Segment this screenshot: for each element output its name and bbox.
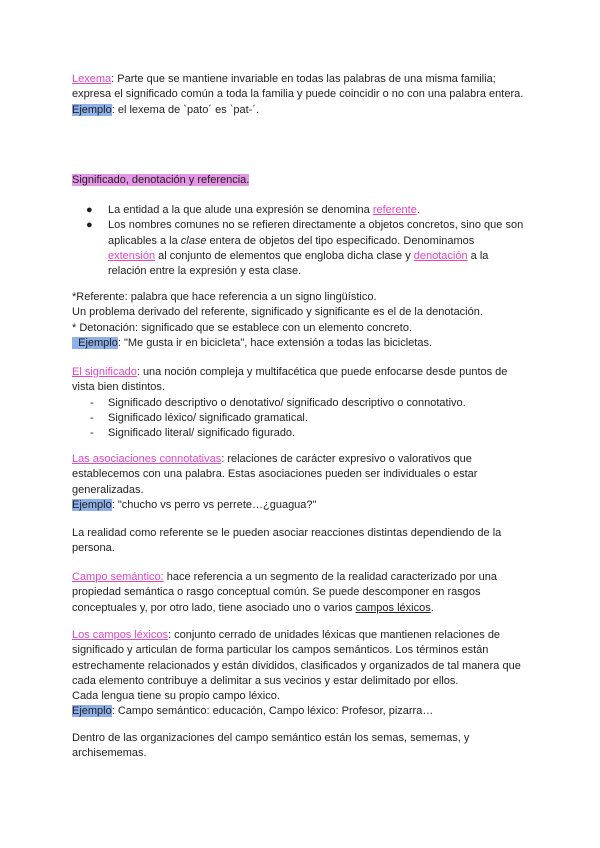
bullet-list (72, 203, 534, 279)
campos-lexicos-line4: cada elemento contribuye a delimitar a sus vecinos y estar delimitado por ellos. (72, 674, 459, 687)
dash-icon: - (90, 427, 94, 440)
list-item-text: Significado literal/ significado figurado. (108, 427, 296, 440)
list-item-text: Significado descriptivo o denotativo/ significado descriptivo o connotativo. (108, 396, 466, 409)
note-problema: Un problema derivado del referente, significado y significante es el de la denotación. (72, 306, 483, 319)
campo-semantico-line3-end: . (430, 601, 434, 614)
list-item (72, 203, 534, 218)
campos-lexicos-underlined: campos léxicos (355, 601, 431, 614)
note-detonacion: * Detonación: significado que se establece con un elemento concreto. (72, 321, 412, 334)
dash-icon: - (90, 396, 94, 409)
example-label: Ejemplo (72, 705, 112, 718)
section-heading: Significado, denotación y referencia. (72, 174, 250, 186)
organizaciones-line2: archisememas. (72, 747, 147, 760)
bullet-text-end: . (416, 204, 420, 216)
realidad-line2: persona. (72, 542, 115, 555)
organizaciones-line1: Dentro de las organizaciones del campo semántico están los semas, sememas, y (72, 732, 470, 744)
significado-term: El significado (72, 366, 137, 378)
bullet-text: aplicables a la (108, 234, 181, 247)
list-item (72, 396, 534, 411)
bullet-text: al conjunto de elementos que engloba dicha clase y (155, 249, 414, 262)
example-text: : el lexema de `pato´ es `pat-´. (111, 103, 260, 116)
bullet-icon: ● (86, 204, 93, 216)
campos-lexicos-line5: Cada lengua tiene su propio campo léxico. (72, 690, 280, 703)
lexema-paragraph (72, 72, 534, 118)
lexema-definition-line1: : Parte que se mantiene invariable en todas las palabras de una misma familia; (111, 73, 496, 85)
campos-lexicos-line2: significado y articulan de forma particular los campos semánticos. Los términos están (72, 644, 489, 657)
lexema-definition-line2: expresa el significado común a toda la familia y puede coincidir o no con una palabra entera. (72, 88, 524, 101)
list-item (72, 411, 534, 426)
notes-paragraph (72, 290, 534, 351)
realidad-paragraph (72, 526, 534, 557)
bullet-text-line1: Los nombres comunes no se refieren directamente a objetos concretos, sino que son (108, 219, 524, 232)
lexema-term: Lexema (72, 73, 112, 85)
list-item (72, 426, 534, 441)
bullet-text: La entidad a la que alude una expresión se denomina (108, 204, 373, 216)
dash-icon: - (90, 411, 94, 424)
example-text: : "Me gusta ir en bicicleta", hace extensión a todas las bicicletas. (117, 336, 432, 349)
referente-link: referente (372, 204, 417, 216)
asociaciones-line2: establecemos con una palabra. Estas asociaciones pueden ser individuales o estar (72, 468, 478, 481)
campos-lexicos-term: Los campos léxicos (72, 629, 168, 641)
campo-semantico-paragraph (72, 570, 534, 616)
campo-semantico-term: Campo semántico: (72, 571, 164, 583)
asociaciones-line3: generalizadas. (72, 483, 144, 496)
campo-semantico-line3: conceptuales y, por otro lado, tiene asociado uno o varios (72, 601, 356, 614)
significado-definition-line2: vista bien distintos. (72, 381, 165, 394)
clase-italic: clase (180, 234, 207, 247)
example-label: Ejemplo (72, 103, 112, 116)
bullet-icon: ● (86, 219, 93, 232)
denotacion-link: denotación (413, 249, 468, 262)
asociaciones-definition: : relaciones de carácter expresivo o valorativos que (221, 453, 472, 465)
campos-lexicos-paragraph (72, 628, 534, 720)
campo-semantico-line2: propiedad semántica o rasgo conceptual común. Se puede descomponer en rasgos (72, 586, 481, 599)
bullet-text: a la (467, 249, 489, 262)
section-heading-container (72, 173, 534, 188)
campo-semantico-definition: hace referencia a un segmento de la realidad caracterizado por una (163, 571, 497, 583)
campos-lexicos-line3: estrechamente relacionados y están divididos, clasificados y organizados de tal manera que (72, 659, 521, 672)
significado-paragraph (72, 365, 534, 441)
asociaciones-term: Las asociaciones connotativas (72, 453, 222, 465)
example-text: : Campo semántico: educación, Campo léxico: Profesor, pizarra… (111, 705, 434, 718)
bullet-text-line4: relación entre la expresión y esta clase. (108, 265, 302, 278)
example-label: Ejemplo (72, 498, 112, 511)
list-item (72, 218, 534, 279)
note-referente: *Referente: palabra que hace referencia a un signo lingüístico. (72, 291, 377, 303)
asociaciones-paragraph (72, 452, 534, 513)
example-label: Ejemplo (72, 336, 118, 349)
organizaciones-paragraph (72, 731, 534, 762)
realidad-line1: La realidad como referente se le pueden asociar reacciones distintas dependiendo de la (72, 527, 502, 539)
bullet-text: entera de objetos del tipo especificado. Denominamos (206, 234, 475, 247)
campos-lexicos-definition: : conjunto cerrado de unidades léxicas que mantienen relaciones de (168, 629, 501, 641)
list-item-text: Significado léxico/ significado gramatical. (108, 411, 308, 424)
extension-link: extensión (108, 249, 156, 262)
significado-definition: : una noción compleja y multifacética que puede enfocarse desde puntos de (136, 366, 508, 378)
example-text: : "chucho vs perro vs perrete…¿guagua?" (111, 498, 317, 511)
